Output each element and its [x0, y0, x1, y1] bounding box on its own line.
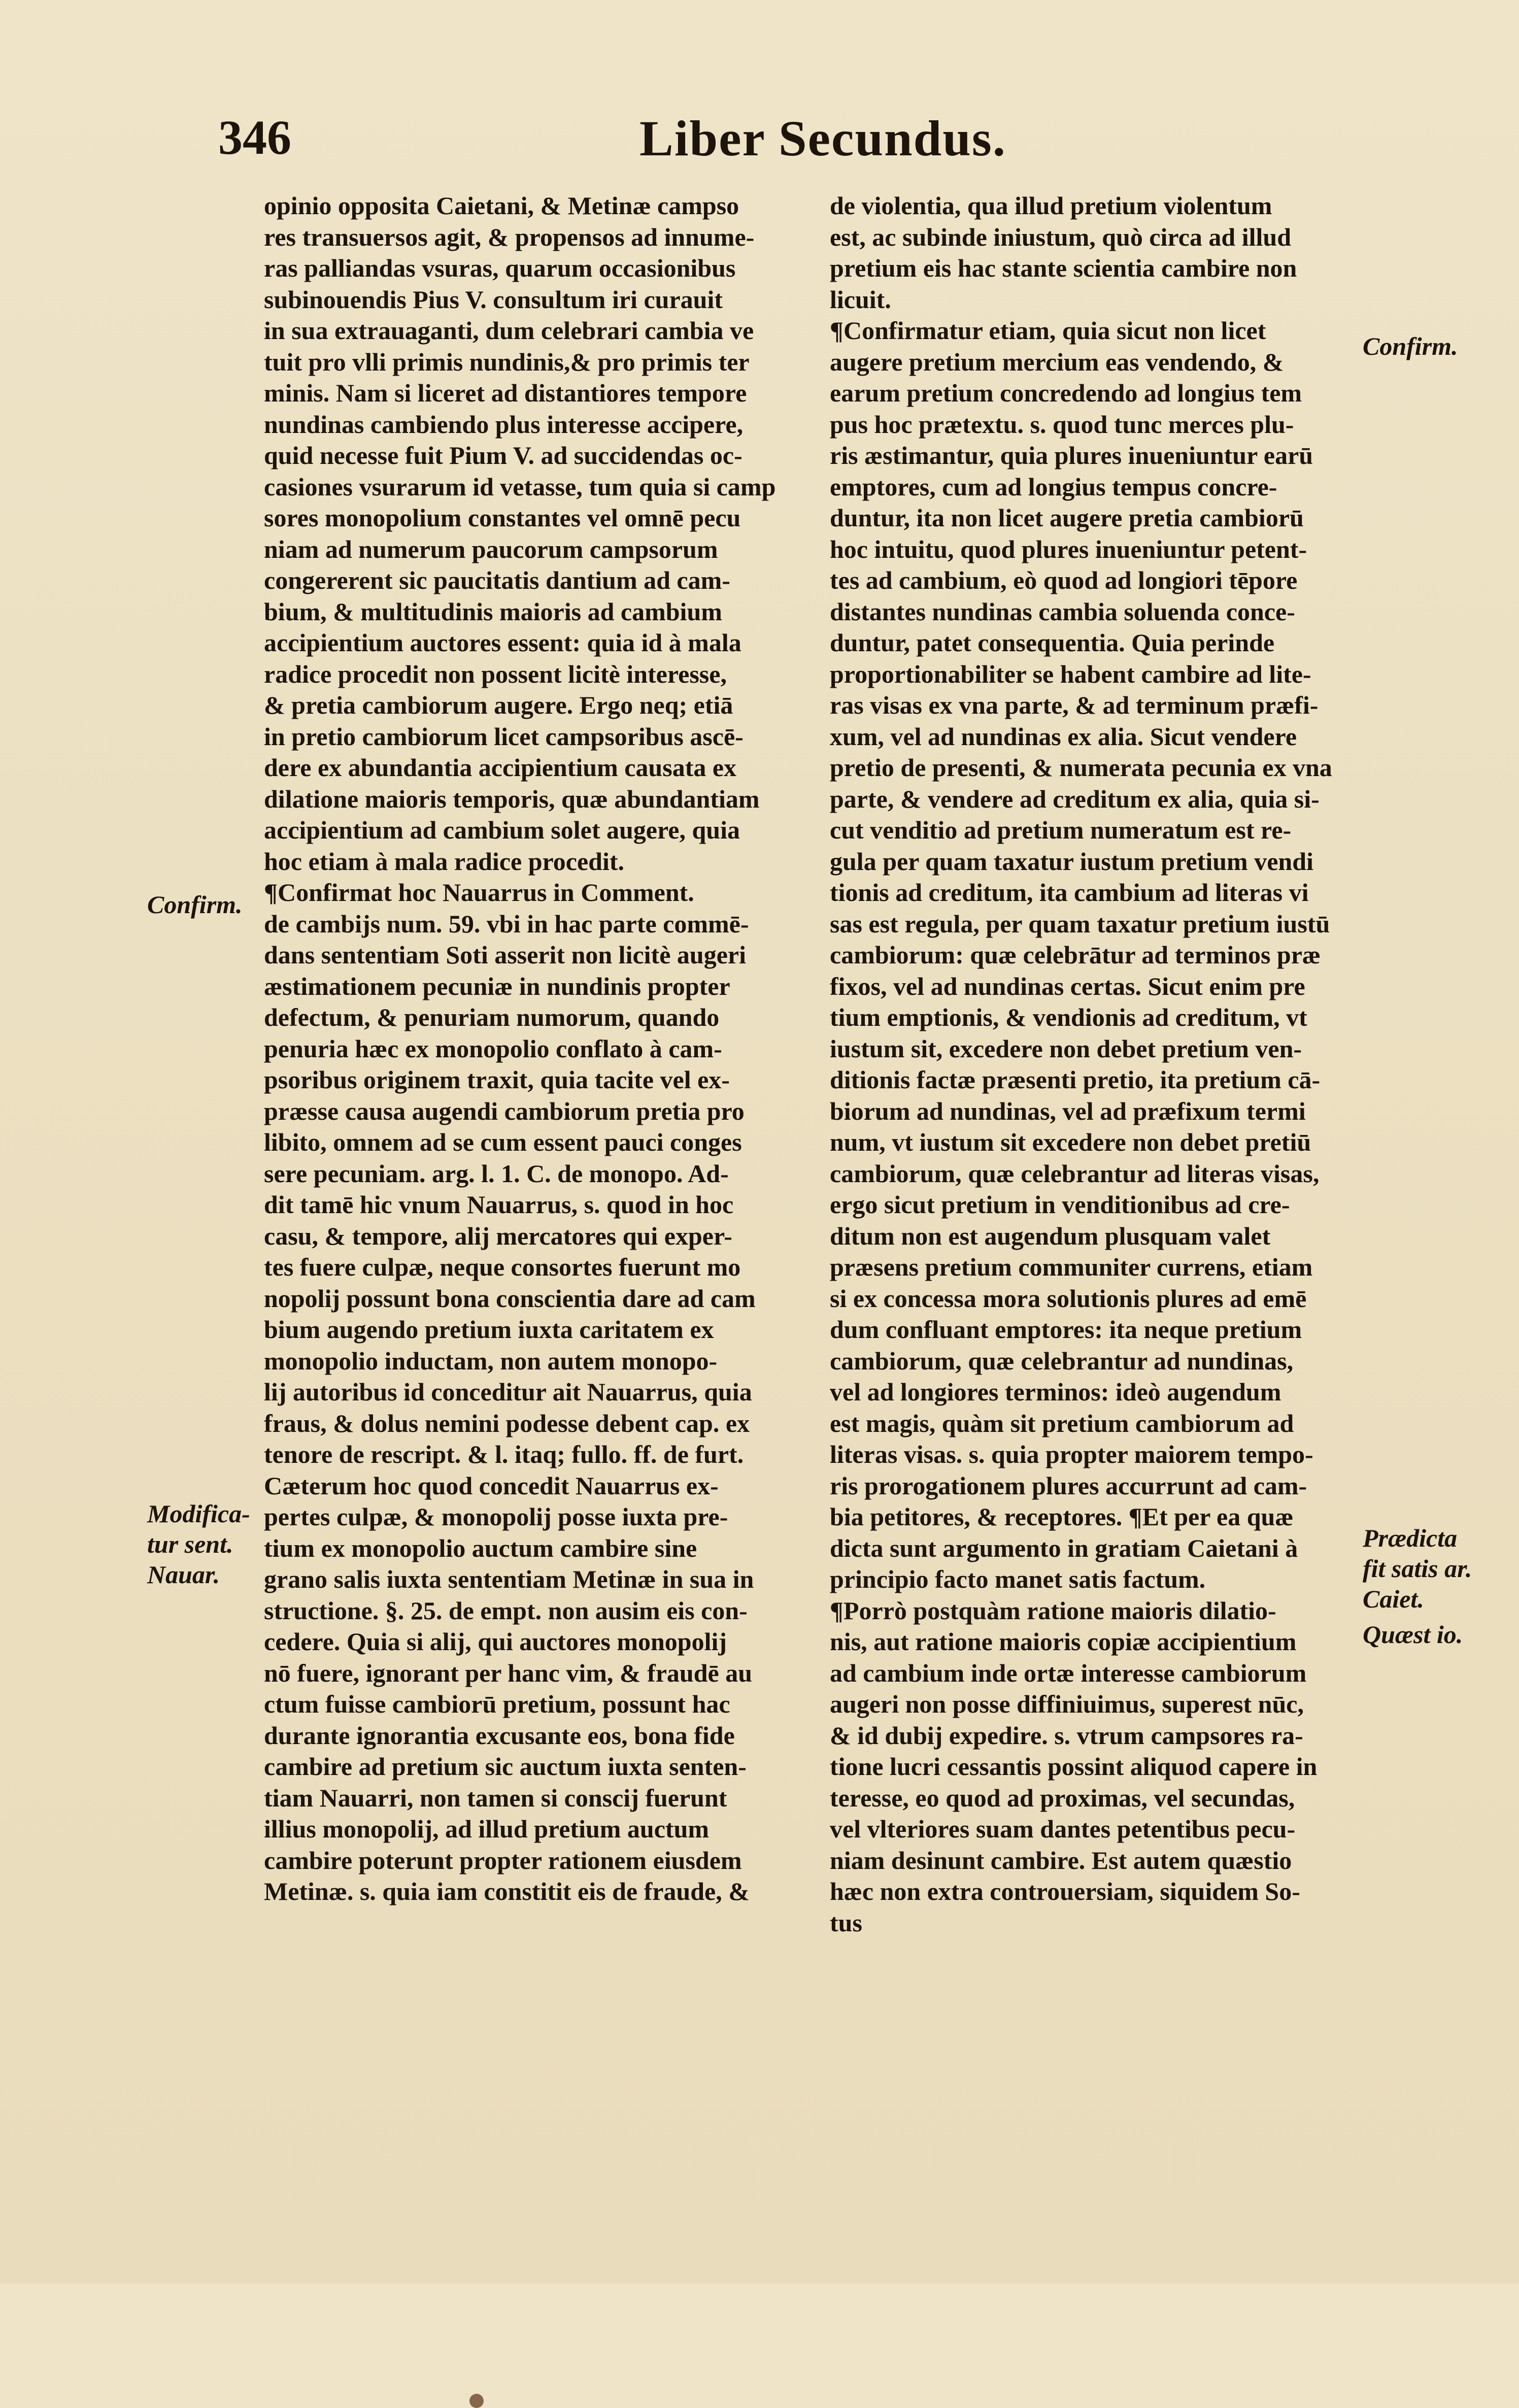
- text-line: fixos, vel ad nundinas certas. Sicut enim pre: [830, 972, 1305, 1000]
- text-line: libito, omnem ad se cum essent pauci conges: [264, 1128, 742, 1156]
- text-line: dans sententiam Soti asserit non licitè augeri: [264, 941, 746, 969]
- text-line: bium, & multitudinis maioris ad cambium: [264, 597, 722, 626]
- text-line: pertes culpæ, & monopolij posse iuxta pre-: [264, 1502, 728, 1531]
- text-line: tionis ad creditum, ita cambium ad literas vi: [830, 878, 1309, 907]
- margin-note-line: Caiet.: [1363, 1585, 1424, 1613]
- text-line: ergo sicut pretium in venditionibus ad cre-: [830, 1190, 1290, 1219]
- text-line: tium ex monopolio auctum cambire sine: [264, 1533, 697, 1562]
- text-line: de cambijs num. 59. vbi in hac parte commē-: [264, 909, 749, 938]
- text-line: penuria hæc ex monopolio conflato à cam-: [264, 1034, 722, 1063]
- text-line: hæc non extra controuersiam, siquidem So-: [830, 1877, 1300, 1905]
- running-title: Liber Secundus.: [639, 110, 1006, 166]
- text-line: hoc etiam à mala radice procedit.: [264, 847, 625, 876]
- text-line: num, vt iustum sit excedere non debet pretiū: [830, 1128, 1311, 1156]
- text-line: ras visas ex vna parte, & ad terminum præfi-: [830, 691, 1319, 719]
- text-line: parte, & vendere ad creditum ex alia, quia si-: [830, 784, 1320, 813]
- text-line: subinouendis Pius V. consultum iri curauit: [264, 285, 723, 314]
- text-line: vel vlteriores suam dantes petentibus pecu-: [830, 1815, 1296, 1843]
- text-line: Metinæ. s. quia iam constitit eis de fraude, &: [264, 1877, 750, 1905]
- margin-note-line: Prædicta: [1363, 1524, 1458, 1552]
- text-line: accipientium ad cambium solet augere, quia: [264, 816, 740, 844]
- text-line: illius monopolij, ad illud pretium auctum: [264, 1815, 710, 1843]
- ink-stain: [469, 2394, 484, 2408]
- text-line: cambire poterunt propter rationem eiusdem: [264, 1846, 742, 1875]
- text-line: pretio de presenti, & numerata pecunia ex vna: [830, 753, 1332, 782]
- text-line: proportionabiliter se habent cambire ad lite-: [830, 659, 1311, 688]
- text-line: xum, vel ad nundinas ex alia. Sicut vendere: [830, 722, 1297, 751]
- text-line: vel ad longiores terminos: ideò augendum: [830, 1378, 1281, 1406]
- text-line: ¶Confirmatur etiam, quia sicut non licet: [830, 316, 1266, 345]
- text-line: de violentia, qua illud pretium violentum: [830, 191, 1272, 220]
- text-line: accipientium auctores essent: quia id à mala: [264, 628, 741, 657]
- margin-note-confirm-left: Confirm.: [147, 890, 243, 919]
- text-line: biorum ad nundinas, vel ad præfixum termi: [830, 1096, 1306, 1125]
- text-line: res transuersos agit, & propensos ad innume-: [264, 222, 755, 251]
- text-line: cambiorum, quæ celebrantur ad nundinas,: [830, 1346, 1294, 1375]
- text-line: est, ac subinde iniustum, quò circa ad illud: [830, 222, 1292, 251]
- text-line: cambiorum: quæ celebrātur ad terminos præ: [830, 941, 1321, 969]
- text-line: sores monopolium constantes vel omnē pecu: [264, 504, 741, 532]
- margin-note-line: Nauar.: [147, 1560, 220, 1589]
- text-line: nō fuere, ignorant per hanc vim, & fraudē au: [264, 1658, 753, 1687]
- text-line: pretium eis hac stante scientia cambire non: [830, 254, 1297, 282]
- text-line: augere pretium mercium eas vendendo, &: [830, 347, 1284, 376]
- margin-note-confirm-right: Confirm.: [1363, 332, 1458, 360]
- text-line: ras palliandas vsuras, quarum occasionibus: [264, 254, 736, 282]
- text-line: opinio opposita Caietani, & Metinæ campso: [264, 191, 739, 220]
- text-line: nundinas cambiendo plus interesse accipere,: [264, 410, 744, 439]
- text-line: dum confluant emptores: ita neque pretium: [830, 1315, 1302, 1344]
- text-line: cedere. Quia si alij, qui auctores monopolij: [264, 1627, 727, 1656]
- text-line: augeri non posse diffiniuimus, superest nūc,: [830, 1690, 1304, 1718]
- text-line: tenore de rescript. & l. itaq; fullo. ff. de furt.: [264, 1440, 744, 1468]
- text-line: teresse, eo quod ad proximas, vel secundas,: [830, 1783, 1295, 1812]
- page-number: 346: [218, 110, 291, 164]
- text-line: cambiorum, quæ celebrantur ad literas visas,: [830, 1159, 1320, 1188]
- text-line: dicta sunt argumento in gratiam Caietani à: [830, 1533, 1298, 1562]
- text-line: pus hoc prætextu. s. quod tunc merces plu-: [830, 410, 1294, 439]
- text-line: psoribus originem traxit, quia tacite vel ex-: [264, 1065, 730, 1094]
- margin-note-praedicta: [1363, 1523, 1515, 1614]
- text-line: dit tamē hic vnum Nauarrus, s. quod in hoc: [264, 1190, 734, 1219]
- text-line: & id dubij expedire. s. vtrum campsores ra-: [830, 1721, 1303, 1750]
- left-text-column: [264, 190, 787, 1908]
- text-line: grano salis iuxta sententiam Metinæ in sua in: [264, 1565, 754, 1593]
- text-line: tium emptionis, & vendionis ad creditum, vt: [830, 1003, 1307, 1031]
- text-line: ditum non est augendum plusquam valet: [830, 1221, 1271, 1250]
- text-line: ctum fuisse cambiorū pretium, possunt hac: [264, 1690, 730, 1718]
- text-line: niam ad numerum paucorum campsorum: [264, 534, 718, 563]
- text-line: dilatione maioris temporis, quæ abundantiam: [264, 784, 760, 813]
- text-line: earum pretium concredendo ad longius tem: [830, 379, 1302, 407]
- text-line: nis, aut ratione maioris copiæ accipientium: [830, 1627, 1297, 1656]
- text-line: structione. §. 25. de empt. non ausim eis con-: [264, 1596, 748, 1625]
- text-line: in pretio cambiorum licet campsoribus ascē-: [264, 722, 744, 751]
- page-header: [218, 109, 1335, 180]
- text-line: durante ignorantia excusante eos, bona fide: [264, 1721, 735, 1750]
- text-line: ris æstimantur, quia plures inueniuntur earū: [830, 441, 1313, 470]
- text-line: quid necesse fuit Pium V. ad succidendas oc-: [264, 441, 742, 470]
- text-line: lij autoribus id conceditur ait Nauarrus, quia: [264, 1378, 752, 1406]
- text-line: cambire ad pretium sic auctum iuxta senten-: [264, 1752, 747, 1781]
- text-line: emptores, cum ad longius tempus concre-: [830, 472, 1277, 501]
- text-line: hoc intuitu, quod plures inueniuntur petent-: [830, 534, 1307, 563]
- text-line: tes fuere culpæ, neque consortes fuerunt mo: [264, 1253, 741, 1281]
- text-line: monopolio inductam, non autem monopo-: [264, 1346, 718, 1375]
- text-line: casu, & tempore, alij mercatores qui exper-: [264, 1221, 732, 1250]
- margin-note-line: fit satis ar.: [1363, 1554, 1472, 1583]
- text-line: dere ex abundantia accipientium causata ex: [264, 753, 737, 782]
- text-line: præsens pretium communiter currens, etiam: [830, 1253, 1313, 1281]
- text-line: duntur, ita non licet augere pretia cambiorū: [830, 504, 1304, 532]
- text-line: literas visas. s. quia propter maiorem tempo-: [830, 1440, 1313, 1468]
- text-line: fraus, & dolus nemini podesse debent cap. ex: [264, 1409, 750, 1437]
- text-line: radice procedit non possent licitè interesse,: [264, 659, 727, 688]
- text-line: tione lucri cessantis possint aliquod capere in: [830, 1752, 1318, 1781]
- margin-note-quaestio: Quæst io.: [1363, 1620, 1463, 1649]
- text-line: defectum, & penuriam numorum, quando: [264, 1003, 720, 1031]
- text-line: ris prorogationem plures accurrunt ad cam-: [830, 1471, 1307, 1500]
- text-line: in sua extrauaganti, dum celebrari cambia ve: [264, 316, 754, 345]
- text-line: tes ad cambium, eò quod ad longiori tēpore: [830, 566, 1298, 594]
- text-line: si ex concessa mora solutionis plures ad emē: [830, 1284, 1307, 1313]
- right-text-column: [830, 190, 1353, 1938]
- text-line: ¶Confirmat hoc Nauarrus in Comment.: [264, 878, 694, 907]
- text-line: ¶Porrò postquàm ratione maioris dilatio-: [830, 1596, 1276, 1625]
- text-line: æstimationem pecuniæ in nundinis propter: [264, 972, 730, 1000]
- text-line: casiones vsurarum id vetasse, tum quia si camp: [264, 472, 776, 501]
- text-line: est magis, quàm sit pretium cambiorum ad: [830, 1409, 1294, 1437]
- text-line: distantes nundinas cambia soluenda conce-: [830, 597, 1295, 626]
- text-line: sere pecuniam. arg. l. 1. C. de monopo. Ad-: [264, 1159, 729, 1188]
- text-line: licuit.: [830, 285, 891, 314]
- margin-note-line: Modifica-: [147, 1499, 250, 1528]
- text-line: sas est regula, per quam taxatur pretium iustū: [830, 909, 1330, 938]
- text-line: congererent sic paucitatis dantium ad cam-: [264, 566, 730, 594]
- text-line: gula per quam taxatur iustum pretium vendi: [830, 847, 1313, 876]
- text-line: & pretia cambiorum augere. Ergo neq; etiā: [264, 691, 733, 719]
- margin-note-line: tur sent.: [147, 1530, 233, 1558]
- text-line: ditionis factæ præsenti pretio, ita pretium cā-: [830, 1065, 1321, 1094]
- text-line: Cæterum hoc quod concedit Nauarrus ex-: [264, 1471, 719, 1500]
- text-line: principio facto manet satis factum.: [830, 1565, 1206, 1593]
- text-line: duntur, patet consequentia. Quia perinde: [830, 628, 1275, 657]
- text-line: bium augendo pretium iuxta caritatem ex: [264, 1315, 714, 1344]
- text-line: minis. Nam si liceret ad distantiores tempore: [264, 379, 747, 407]
- text-line: præsse causa augendi cambiorum pretia pro: [264, 1096, 745, 1125]
- text-line: iustum sit, excedere non debet pretium ven-: [830, 1034, 1302, 1063]
- text-line: cut venditio ad pretium numeratum est re-: [830, 816, 1292, 844]
- text-line: niam desinunt cambire. Est autem quæstio: [830, 1846, 1292, 1875]
- text-line: tiam Nauarri, non tamen si conscij fuerunt: [264, 1783, 727, 1812]
- margin-note-modificatur: [147, 1498, 254, 1590]
- text-line: bia petitores, & receptores. ¶Et per ea quæ: [830, 1502, 1294, 1531]
- text-line: tuit pro vlli primis nundinis,& pro primis ter: [264, 347, 750, 376]
- text-line: nopolij possunt bona conscientia dare ad cam: [264, 1284, 756, 1313]
- text-line: tus: [830, 1908, 862, 1937]
- text-line: ad cambium inde ortæ interesse cambiorum: [830, 1658, 1307, 1687]
